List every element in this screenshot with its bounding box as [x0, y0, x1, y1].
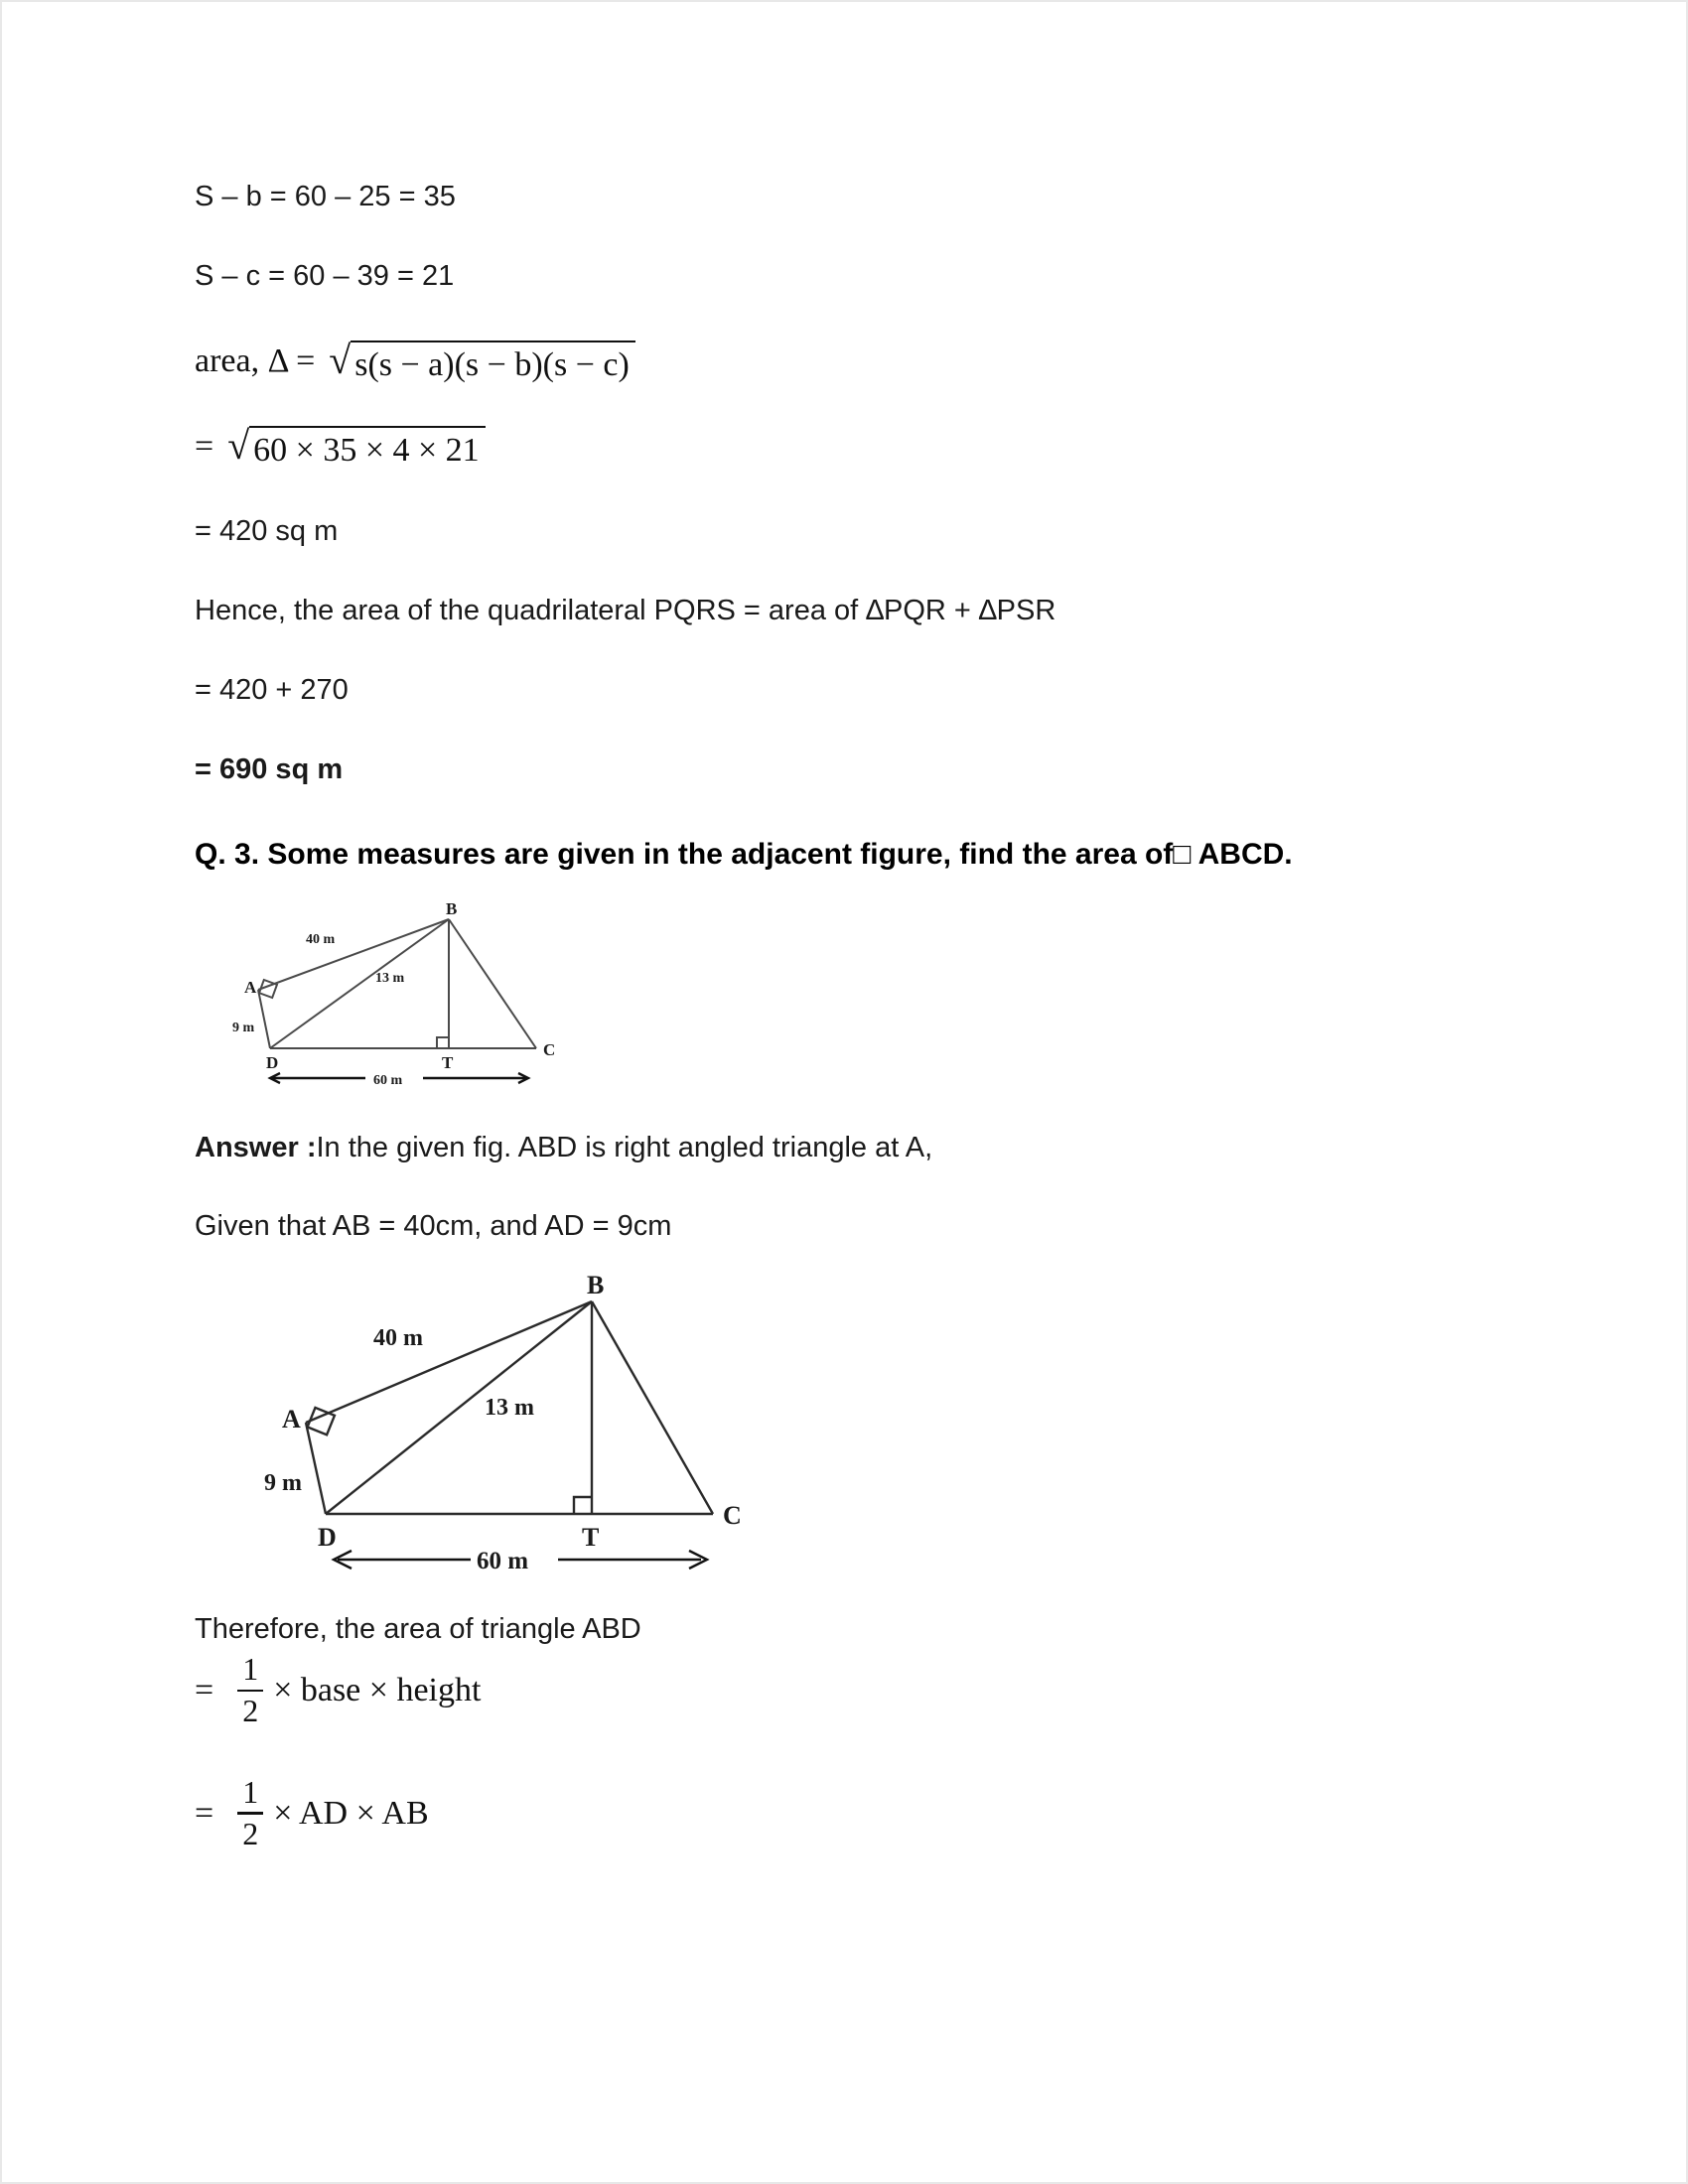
- therefore-statement: Therefore, the area of triangle ABD: [195, 1612, 641, 1645]
- radical-sign-icon: √: [329, 337, 352, 382]
- half-base-height-formula: [195, 1653, 1476, 1728]
- figure-small-svg: [228, 897, 586, 1086]
- fraction-numerator: 1: [242, 1773, 259, 1810]
- answer-statement: [195, 1132, 1476, 1164]
- sum-line: = 420 + 270: [195, 674, 349, 706]
- vertex-label-D: D: [266, 1052, 279, 1072]
- fraction-denominator: 2: [242, 1693, 259, 1729]
- measure-label-dc: 60 m: [477, 1547, 529, 1574]
- heron-formula: [195, 339, 1476, 384]
- measure-label-ad: 9 m: [232, 1020, 255, 1035]
- vertex-label-A: A: [282, 1404, 301, 1433]
- numeric-root-formula: [195, 424, 1476, 470]
- half-base-height-lead: =: [195, 1671, 214, 1708]
- heron-radical: [329, 339, 635, 384]
- measure-label-bt: 13 m: [375, 970, 405, 986]
- measure-label-bt: 13 m: [485, 1394, 534, 1421]
- equation-s-minus-c: S – c = 60 – 39 = 21: [195, 260, 455, 293]
- answer-text: In the given fig. ABD is right angled triangle at A,: [316, 1131, 933, 1163]
- half-ad-ab-formula: [195, 1773, 1476, 1851]
- half-base-height-rest: × base × height: [273, 1671, 482, 1708]
- fraction-bar: [237, 1690, 263, 1693]
- vertex-label-C: C: [723, 1500, 742, 1530]
- vertex-label-A: A: [244, 977, 257, 997]
- heron-radicand: s(s − a)(s − b)(s − c): [351, 341, 635, 384]
- numeric-radicand: 60 × 35 × 4 × 21: [249, 426, 486, 470]
- result-420: = 420 sq m: [195, 514, 339, 547]
- fraction-one-half: [237, 1653, 263, 1728]
- answer-label: Answer :: [195, 1131, 317, 1163]
- fraction-denominator: 2: [242, 1815, 259, 1851]
- vertex-label-D: D: [318, 1522, 337, 1552]
- fraction-one-half: [237, 1773, 263, 1851]
- given-statement: Given that AB = 40cm, and AD = 9cm: [195, 1209, 672, 1242]
- page-content: [195, 179, 1476, 1884]
- fraction-numerator: 1: [242, 1651, 259, 1687]
- measure-label-ab: 40 m: [306, 931, 336, 947]
- vertex-label-T: T: [442, 1052, 454, 1072]
- measure-label-ab: 40 m: [373, 1324, 423, 1351]
- vertex-label-B: B: [446, 898, 458, 918]
- figure-abcd-large: [264, 1270, 1476, 1574]
- measure-label-dc: 60 m: [373, 1072, 403, 1088]
- numeric-radical: [227, 424, 485, 470]
- half-ad-ab-lead: =: [195, 1794, 214, 1832]
- total-area-result: = 690 sq m: [195, 753, 344, 786]
- heron-formula-lead: area, Δ =: [195, 341, 316, 379]
- vertex-label-C: C: [543, 1039, 556, 1059]
- vertex-label-B: B: [587, 1270, 605, 1299]
- figure-large-svg: [264, 1270, 780, 1574]
- numeric-root-lead: =: [195, 427, 214, 465]
- half-ad-ab-rest: × AD × AB: [273, 1794, 429, 1832]
- figure-abcd-small: [228, 897, 1476, 1086]
- measure-label-ad: 9 m: [264, 1469, 302, 1496]
- fraction-bar: [237, 1812, 263, 1815]
- radical-sign-icon: √: [227, 422, 250, 468]
- question-3-heading: Q. 3. Some measures are given in the adjacent figure, find the area of□ ABCD.: [195, 837, 1293, 871]
- hence-statement: Hence, the area of the quadrilateral PQRS = area of ∆PQR + ∆PSR: [195, 594, 1056, 626]
- equation-s-minus-b: S – b = 60 – 25 = 35: [195, 181, 456, 212]
- vertex-label-T: T: [582, 1522, 600, 1552]
